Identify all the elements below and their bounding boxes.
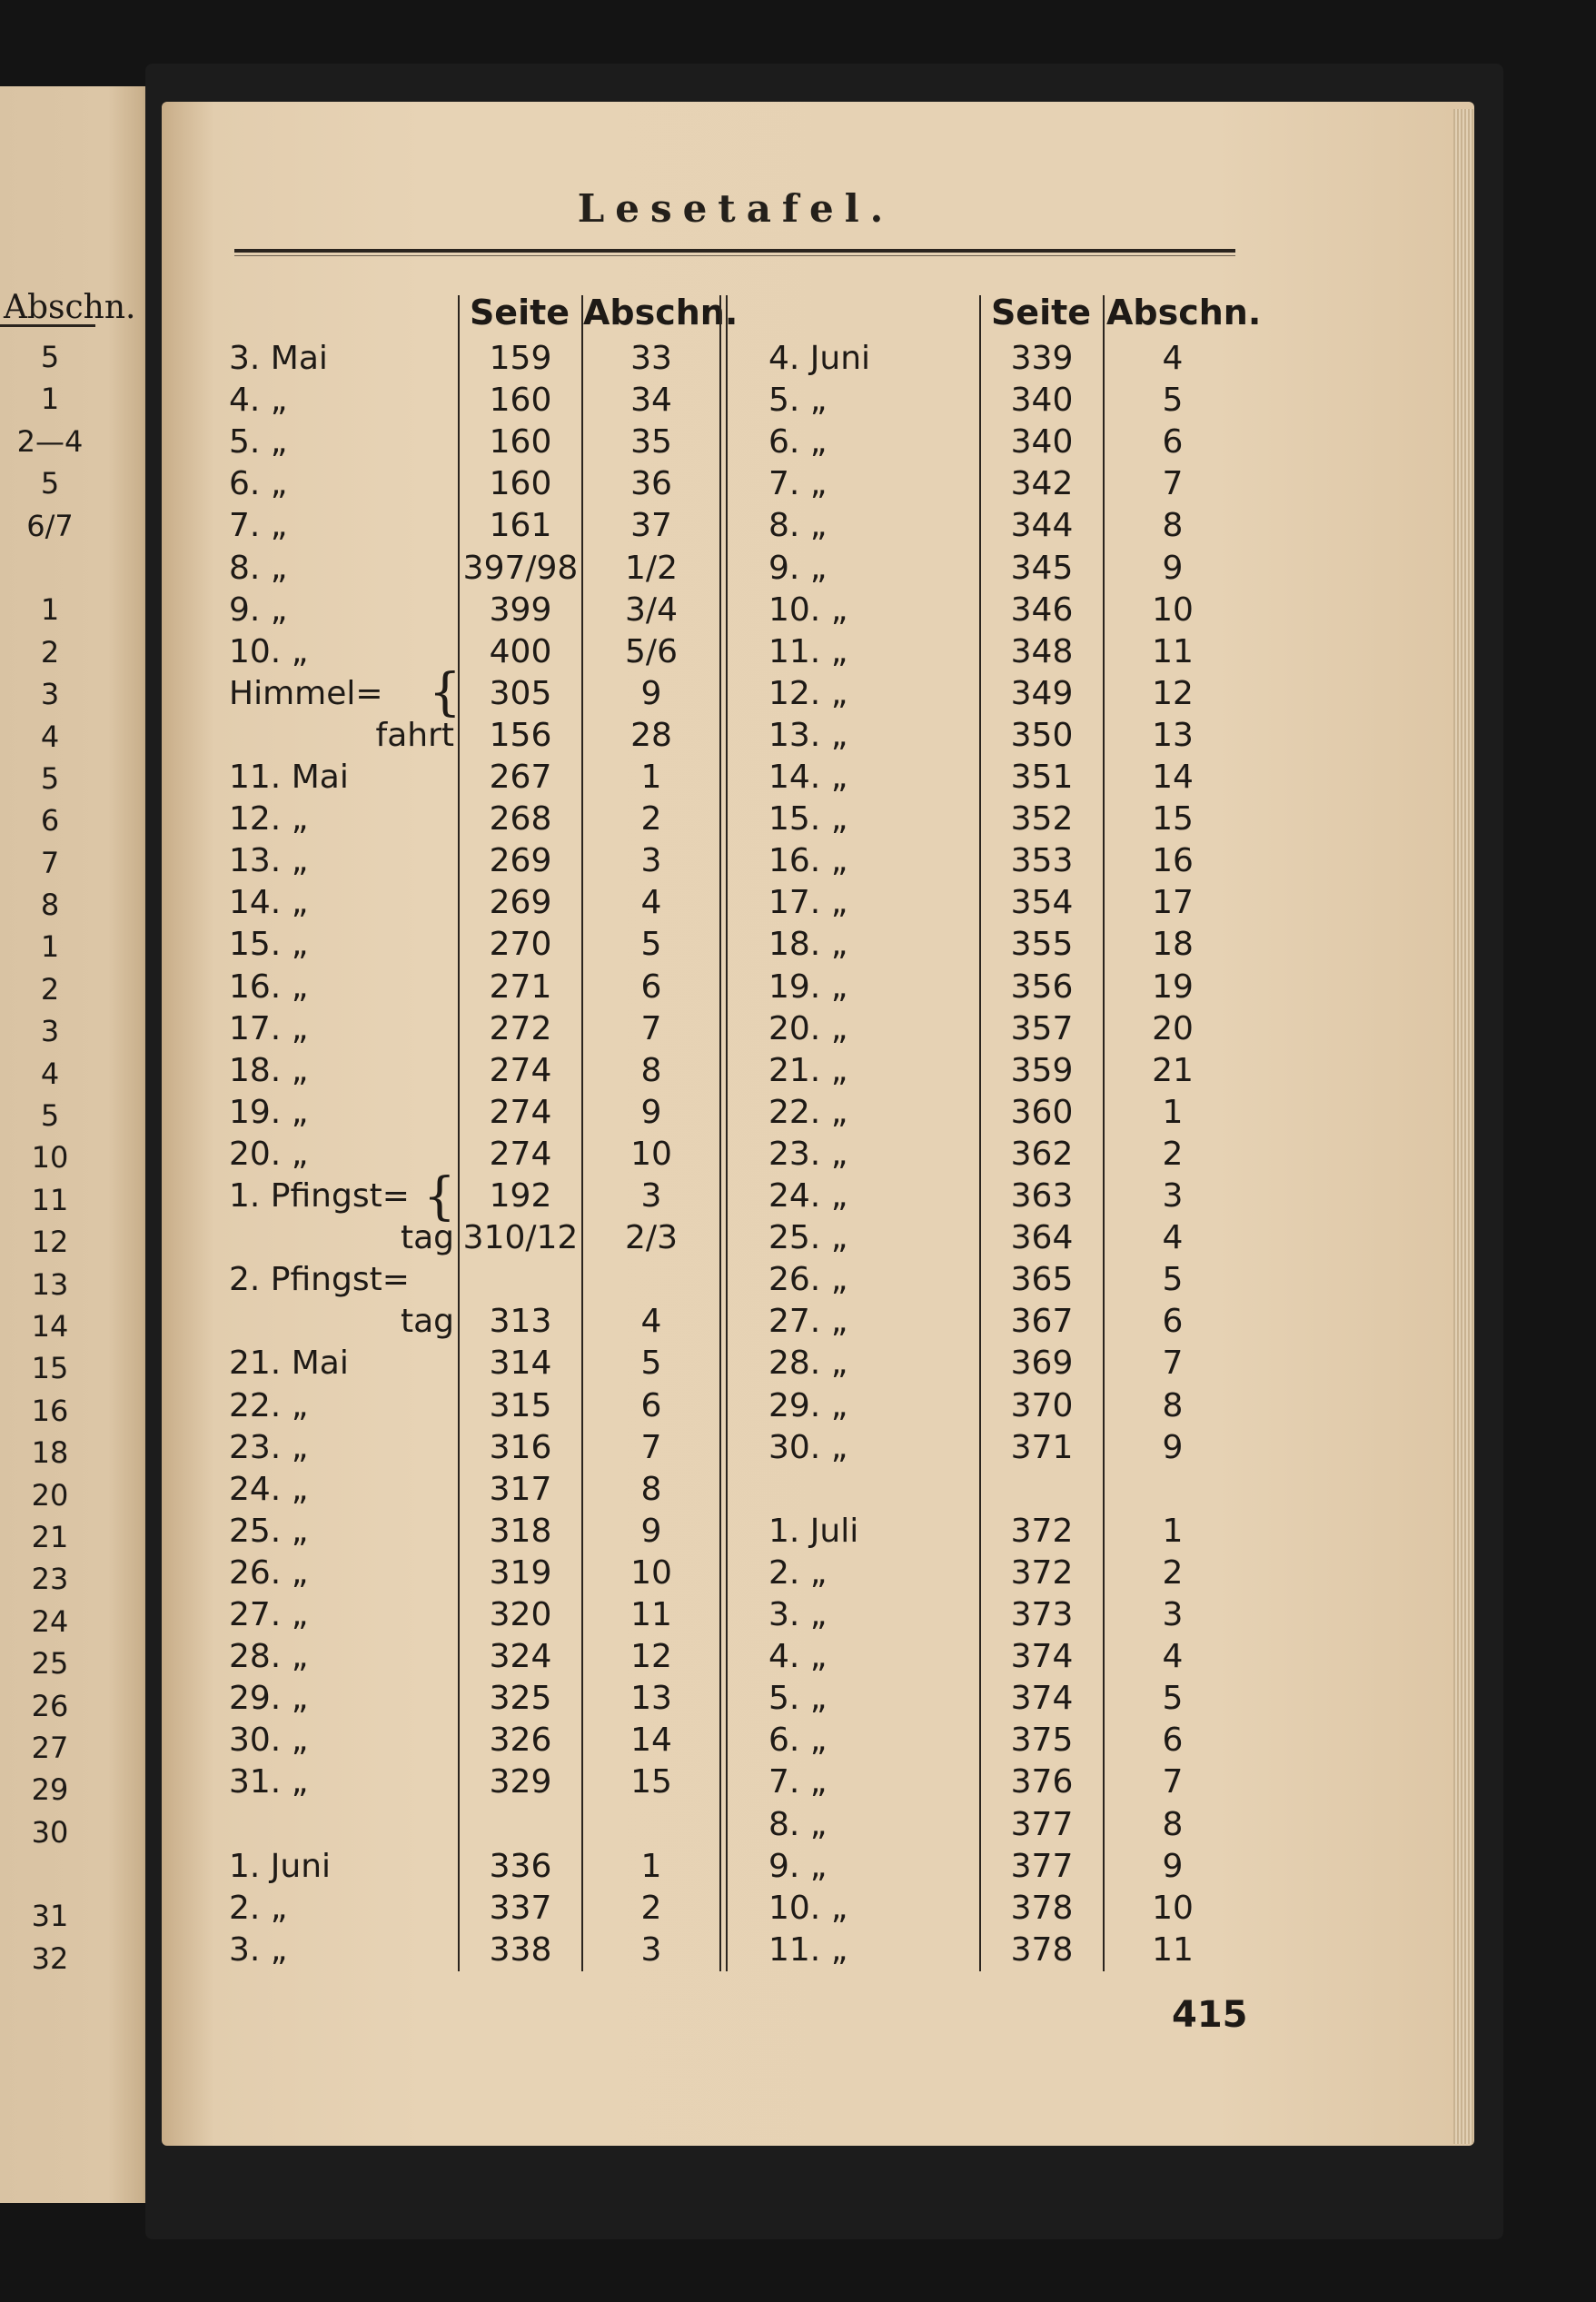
facing-page-value: 32 — [31, 1940, 69, 1976]
date-cell: 25. „ — [229, 1512, 309, 1550]
section-cell: 33 — [630, 340, 672, 377]
section-cell: 6 — [640, 1386, 662, 1424]
page-cell: 269 — [489, 884, 552, 922]
date-cell: 21. Mai — [229, 1344, 349, 1383]
date-cell: 23. „ — [229, 1428, 309, 1466]
section-cell: 12 — [1152, 674, 1194, 712]
section-cell: 3 — [1162, 1596, 1184, 1633]
facing-page-value: 6/7 — [26, 508, 74, 543]
date-cell: 3. Mai — [229, 340, 328, 377]
page-cell: 192 — [489, 1177, 552, 1215]
facing-page-value: 12 — [31, 1225, 69, 1260]
section-cell: 15 — [1152, 800, 1194, 838]
page-cell: 329 — [489, 1763, 552, 1801]
date-cell: 17. „ — [229, 1009, 309, 1047]
section-cell: 5 — [640, 926, 662, 964]
section-cell: 6 — [640, 967, 662, 1006]
facing-page-value: 13 — [31, 1266, 69, 1302]
section-cell: 17 — [1152, 884, 1194, 922]
date-cell: 4. Juni — [768, 340, 871, 377]
facing-page-value: 21 — [31, 1519, 69, 1554]
section-cell: 7 — [1162, 465, 1184, 503]
section-cell: 10 — [630, 1553, 672, 1592]
page-cell: 161 — [489, 507, 552, 545]
page-cell: 314 — [489, 1344, 552, 1383]
page-cell: 319 — [489, 1553, 552, 1592]
date-cell: 31. „ — [229, 1763, 309, 1801]
date-cell: 29. „ — [768, 1386, 848, 1424]
date-cell: 5. „ — [768, 382, 828, 420]
left-page-col-header: Seite — [469, 293, 570, 332]
page-cell: 318 — [489, 1512, 552, 1550]
date-cell: 1. Juli — [768, 1512, 859, 1550]
page-cell: 397/98 — [462, 549, 579, 587]
section-cell: 5 — [640, 1344, 662, 1383]
page-cell: 160 — [489, 423, 552, 461]
date-cell: 11. Mai — [229, 759, 349, 796]
date-cell: 8. „ — [768, 1805, 828, 1843]
date-cell: 7. „ — [768, 1763, 828, 1801]
date-cell: 25. „ — [768, 1219, 848, 1257]
page-cell: 159 — [489, 340, 552, 377]
page-cell: 325 — [489, 1680, 552, 1718]
section-cell: 4 — [640, 1303, 662, 1341]
facing-page-value: 20 — [31, 1477, 69, 1513]
page-cell: 360 — [1010, 1093, 1074, 1131]
page-number: 415 — [1172, 1994, 1248, 2036]
date-cell: 23. „ — [768, 1135, 848, 1173]
section-cell: 13 — [1152, 716, 1194, 754]
date-cell: 30. „ — [768, 1428, 848, 1466]
date-cell: 6. „ — [768, 1722, 828, 1760]
facing-page-column — [0, 336, 100, 1980]
facing-page-value: 23 — [31, 1562, 69, 1597]
page-cell: 356 — [1010, 967, 1074, 1006]
date-cell: 8. „ — [768, 507, 828, 545]
section-cell: 4 — [640, 884, 662, 922]
page-cell: 349 — [1010, 674, 1074, 712]
section-cell: 14 — [630, 1722, 672, 1760]
date-cell: 2. „ — [768, 1553, 828, 1592]
page-cell: 310/12 — [462, 1219, 579, 1257]
section-cell: 9 — [1162, 1847, 1184, 1885]
date-cell: 10. „ — [229, 632, 309, 670]
date-cell: 4. „ — [229, 382, 288, 420]
page-cell: 160 — [489, 382, 552, 420]
section-cell: 3 — [640, 842, 662, 880]
page-cell: 355 — [1010, 926, 1074, 964]
section-cell: 9 — [1162, 549, 1184, 587]
date-cell: 11. „ — [768, 1930, 848, 1969]
page-cell: 340 — [1010, 382, 1074, 420]
page-cell: 340 — [1010, 423, 1074, 461]
page-cell: 338 — [489, 1930, 552, 1969]
page-cell: 345 — [1010, 549, 1074, 587]
date-cell: 29. „ — [229, 1680, 309, 1718]
section-cell: 9 — [1162, 1428, 1184, 1466]
section-cell: 8 — [640, 1051, 662, 1089]
facing-page-value: 8 — [40, 888, 60, 923]
date-cell: 16. „ — [229, 967, 309, 1006]
date-cell: 30. „ — [229, 1722, 309, 1760]
section-cell: 21 — [1152, 1051, 1194, 1089]
date-cell: 17. „ — [768, 884, 848, 922]
section-cell: 9 — [640, 1512, 662, 1550]
date-cell: 10. „ — [768, 1889, 848, 1927]
left-section-col-header: Abschn. — [583, 293, 739, 332]
date-cell: 28. „ — [229, 1638, 309, 1676]
page-cell: 354 — [1010, 884, 1074, 922]
page-cell: 350 — [1010, 716, 1074, 754]
section-cell: 19 — [1152, 967, 1194, 1006]
facing-page-value: 6 — [40, 803, 60, 838]
section-cell: 15 — [630, 1763, 672, 1801]
date-cell: 5. „ — [768, 1680, 828, 1718]
section-cell: 8 — [640, 1470, 662, 1508]
section-cell: 2 — [640, 1889, 662, 1927]
page-cell: 274 — [489, 1051, 552, 1089]
facing-page-value: 1 — [40, 592, 60, 628]
facing-page-value: 3 — [40, 1014, 60, 1049]
section-cell: 8 — [1162, 507, 1184, 545]
facing-page-value: 1 — [40, 929, 60, 965]
section-cell: 3 — [1162, 1177, 1184, 1215]
page-title: Lesetafel. — [577, 186, 895, 231]
page-cell: 351 — [1010, 759, 1074, 796]
page-cell: 367 — [1010, 1303, 1074, 1341]
date-cell: 3. „ — [229, 1930, 288, 1969]
section-cell: 7 — [1162, 1344, 1184, 1383]
page-cell: 363 — [1010, 1177, 1074, 1215]
page-cell: 372 — [1010, 1512, 1074, 1550]
title-rule-thin — [234, 255, 1235, 256]
date-cell: 1. Pfingst= — [229, 1177, 410, 1215]
page-cell: 160 — [489, 465, 552, 503]
section-cell: 8 — [1162, 1805, 1184, 1843]
facing-page-value: 7 — [40, 845, 60, 880]
page-cell: 315 — [489, 1386, 552, 1424]
date-cell: 26. „ — [229, 1553, 309, 1592]
date-cell: 6. „ — [768, 423, 828, 461]
section-cell: 3 — [640, 1930, 662, 1969]
date-cell: 9. „ — [229, 590, 288, 629]
section-cell: 1 — [1162, 1093, 1184, 1131]
right-page-col-header: Seite — [990, 293, 1092, 332]
date-cell: 14. „ — [229, 884, 309, 922]
facing-page-value: 30 — [31, 1814, 69, 1850]
section-cell: 9 — [640, 1093, 662, 1131]
date-cell: 9. „ — [768, 1847, 828, 1885]
section-cell: 1 — [640, 759, 662, 796]
page-cell: 378 — [1010, 1930, 1074, 1969]
date-cell: 4. „ — [768, 1638, 828, 1676]
section-cell: 5 — [1162, 1261, 1184, 1299]
date-cell: 22. „ — [229, 1386, 309, 1424]
facing-page-header: Abschn. — [4, 289, 136, 326]
page-edge — [1453, 109, 1473, 2144]
facing-page-value: 14 — [31, 1308, 69, 1344]
page-cell: 316 — [489, 1428, 552, 1466]
section-cell: 28 — [630, 716, 672, 754]
section-cell: 10 — [1152, 1889, 1194, 1927]
page-cell: 362 — [1010, 1135, 1074, 1173]
page-cell: 268 — [489, 800, 552, 838]
section-cell: 8 — [1162, 1386, 1184, 1424]
section-cell: 6 — [1162, 423, 1184, 461]
page-cell: 326 — [489, 1722, 552, 1760]
date-cell: 24. „ — [768, 1177, 848, 1215]
facing-page-value: 25 — [31, 1646, 69, 1682]
date-cell: 5. „ — [229, 423, 288, 461]
date-cell: 13. „ — [768, 716, 848, 754]
date-cell: 15. „ — [768, 800, 848, 838]
date-cell: 22. „ — [768, 1093, 848, 1131]
section-cell: 4 — [1162, 1219, 1184, 1257]
section-cell: 9 — [640, 674, 662, 712]
page-cell: 274 — [489, 1135, 552, 1173]
section-cell: 13 — [630, 1680, 672, 1718]
page-cell: 357 — [1010, 1009, 1074, 1047]
section-cell: 3 — [640, 1177, 662, 1215]
page-cell: 272 — [489, 1009, 552, 1047]
section-cell: 6 — [1162, 1303, 1184, 1341]
page-cell: 399 — [489, 590, 552, 629]
facing-page-value: 5 — [40, 340, 60, 374]
page-cell: 364 — [1010, 1219, 1074, 1257]
section-cell: 3/4 — [625, 590, 678, 629]
date-cell: 21. „ — [768, 1051, 848, 1089]
section-cell: 20 — [1152, 1009, 1194, 1047]
facing-page-value: 2 — [40, 634, 60, 670]
double-column-rule — [719, 295, 721, 1971]
date-cell: 2. Pfingst= — [229, 1261, 410, 1299]
page-cell: 374 — [1010, 1638, 1074, 1676]
double-column-rule — [726, 295, 728, 1971]
section-cell — [583, 1804, 719, 1846]
date-cell: 18. „ — [768, 926, 848, 964]
page-cell: 339 — [1010, 340, 1074, 377]
page-cell: 372 — [1010, 1553, 1074, 1592]
page-cell: 365 — [1010, 1261, 1074, 1299]
page-cell: 320 — [489, 1596, 552, 1633]
date-cell: 20. „ — [229, 1135, 309, 1173]
page-cell: 348 — [1010, 632, 1074, 670]
facing-page-value: 5 — [40, 1098, 60, 1134]
page-cell: 377 — [1010, 1847, 1074, 1885]
page-cell: 270 — [489, 926, 552, 964]
page-cell: 336 — [489, 1847, 552, 1885]
page-cell: 374 — [1010, 1680, 1074, 1718]
facing-page-value: 11 — [31, 1182, 69, 1217]
page-cell: 378 — [1010, 1889, 1074, 1927]
section-cell: 2 — [1162, 1553, 1184, 1592]
section-cell: 11 — [630, 1596, 672, 1633]
section-cell: 2 — [1162, 1135, 1184, 1173]
date-cell: 18. „ — [229, 1051, 309, 1089]
page-cell: 324 — [489, 1638, 552, 1676]
facing-page-value: 10 — [31, 1140, 69, 1176]
date-cell: 3. „ — [768, 1596, 828, 1633]
facing-page-value: 24 — [31, 1603, 69, 1639]
facing-page-value: 4 — [40, 719, 60, 754]
page-cell: 371 — [1010, 1428, 1074, 1466]
date-cell: 19. „ — [229, 1093, 309, 1131]
section-cell: 1 — [1162, 1512, 1184, 1550]
section-cell: 14 — [1152, 759, 1194, 796]
section-cell: 10 — [1152, 590, 1194, 629]
date-cell: 13. „ — [229, 842, 309, 880]
facing-page-value: 29 — [31, 1772, 69, 1808]
date-cell: 9. „ — [768, 549, 828, 587]
facing-page-value: 16 — [31, 1393, 69, 1428]
page-cell: 346 — [1010, 590, 1074, 629]
page-cell: 377 — [1010, 1805, 1074, 1843]
date-cell: tag — [400, 1219, 454, 1257]
page-cell: 344 — [1010, 507, 1074, 545]
section-cell: 12 — [630, 1638, 672, 1676]
section-cell: 4 — [1162, 340, 1184, 377]
page-cell: 375 — [1010, 1722, 1074, 1760]
section-cell: 2 — [640, 800, 662, 838]
section-cell: 5 — [1162, 1680, 1184, 1718]
facing-page-value: 3 — [40, 677, 60, 712]
section-cell: 37 — [630, 507, 672, 545]
date-cell: 1. Juni — [229, 1847, 332, 1885]
section-cell: 16 — [1152, 842, 1194, 880]
page-cell — [460, 1804, 581, 1846]
date-cell: 26. „ — [768, 1261, 848, 1299]
date-cell: 12. „ — [768, 674, 848, 712]
facing-page-value: 2 — [40, 971, 60, 1007]
date-cell: 10. „ — [768, 590, 848, 629]
facing-page-value — [0, 547, 100, 589]
facing-page-value: 31 — [31, 1899, 69, 1934]
section-cell — [1105, 1469, 1241, 1511]
page-cell: 267 — [489, 759, 552, 796]
section-cell: 4 — [1162, 1638, 1184, 1676]
section-cell: 7 — [640, 1428, 662, 1466]
date-cell: fahrt — [375, 716, 454, 754]
section-cell — [583, 1259, 719, 1301]
section-cell: 35 — [630, 423, 672, 461]
page-cell: 274 — [489, 1093, 552, 1131]
page-cell: 370 — [1010, 1386, 1074, 1424]
facing-page-value: 1 — [40, 382, 60, 417]
date-cell: 11. „ — [768, 632, 848, 670]
date-cell: Himmel= — [229, 674, 383, 712]
date-cell: 12. „ — [229, 800, 309, 838]
facing-page-value: 5 — [40, 466, 60, 501]
page-cell: 376 — [1010, 1763, 1074, 1801]
right-section-col-header: Abschn. — [1106, 293, 1262, 332]
date-cell: 27. „ — [229, 1596, 309, 1633]
page-cell: 352 — [1010, 800, 1074, 838]
section-cell: 5 — [1162, 382, 1184, 420]
date-cell: 14. „ — [768, 759, 848, 796]
page-cell: 156 — [489, 716, 552, 754]
title-rule — [234, 249, 1235, 253]
page-cell: 337 — [489, 1889, 552, 1927]
date-cell: 19. „ — [768, 967, 848, 1006]
section-cell: 1/2 — [625, 549, 678, 587]
page-cell: 369 — [1010, 1344, 1074, 1383]
date-cell: 24. „ — [229, 1470, 309, 1508]
page-cell — [981, 1469, 1103, 1511]
brace-left: { — [423, 1167, 456, 1226]
date-cell: 28. „ — [768, 1344, 848, 1383]
page-cell: 317 — [489, 1470, 552, 1508]
date-cell: 20. „ — [768, 1009, 848, 1047]
date-cell: 8. „ — [229, 549, 288, 587]
section-cell: 1 — [640, 1847, 662, 1885]
facing-page-value: 2—4 — [16, 423, 84, 459]
date-cell: 6. „ — [229, 465, 288, 503]
section-cell: 7 — [1162, 1763, 1184, 1801]
page-cell: 269 — [489, 842, 552, 880]
page-cell: 400 — [489, 632, 552, 670]
facing-page-value: 15 — [31, 1351, 69, 1386]
page-cell: 313 — [489, 1303, 552, 1341]
facing-page-value: 26 — [31, 1688, 69, 1723]
section-cell: 34 — [630, 382, 672, 420]
section-cell: 5/6 — [625, 632, 678, 670]
date-cell: 16. „ — [768, 842, 848, 880]
section-cell: 18 — [1152, 926, 1194, 964]
facing-page-value: 27 — [31, 1730, 69, 1765]
section-cell: 10 — [630, 1135, 672, 1173]
page-cell — [460, 1259, 581, 1301]
page-cell: 271 — [489, 967, 552, 1006]
section-cell: 36 — [630, 465, 672, 503]
section-cell: 11 — [1152, 632, 1194, 670]
page-cell: 305 — [489, 674, 552, 712]
date-cell: 2. „ — [229, 1889, 288, 1927]
date-cell: 27. „ — [768, 1303, 848, 1341]
date-cell: 15. „ — [229, 926, 309, 964]
facing-page-value: 4 — [40, 1056, 60, 1091]
date-cell: tag — [400, 1303, 454, 1341]
facing-page-value: 5 — [40, 760, 60, 796]
section-cell: 6 — [1162, 1722, 1184, 1760]
date-cell: 7. „ — [229, 507, 288, 545]
page-cell: 359 — [1010, 1051, 1074, 1089]
date-cell: 7. „ — [768, 465, 828, 503]
section-cell: 2/3 — [625, 1219, 678, 1257]
page-cell: 373 — [1010, 1596, 1074, 1633]
section-cell: 11 — [1152, 1930, 1194, 1969]
section-cell: 7 — [640, 1009, 662, 1047]
facing-page-value: 18 — [31, 1435, 69, 1471]
brace-left: { — [429, 663, 461, 722]
facing-page-value — [0, 1853, 100, 1895]
page-cell: 353 — [1010, 842, 1074, 880]
page-cell: 342 — [1010, 465, 1074, 503]
